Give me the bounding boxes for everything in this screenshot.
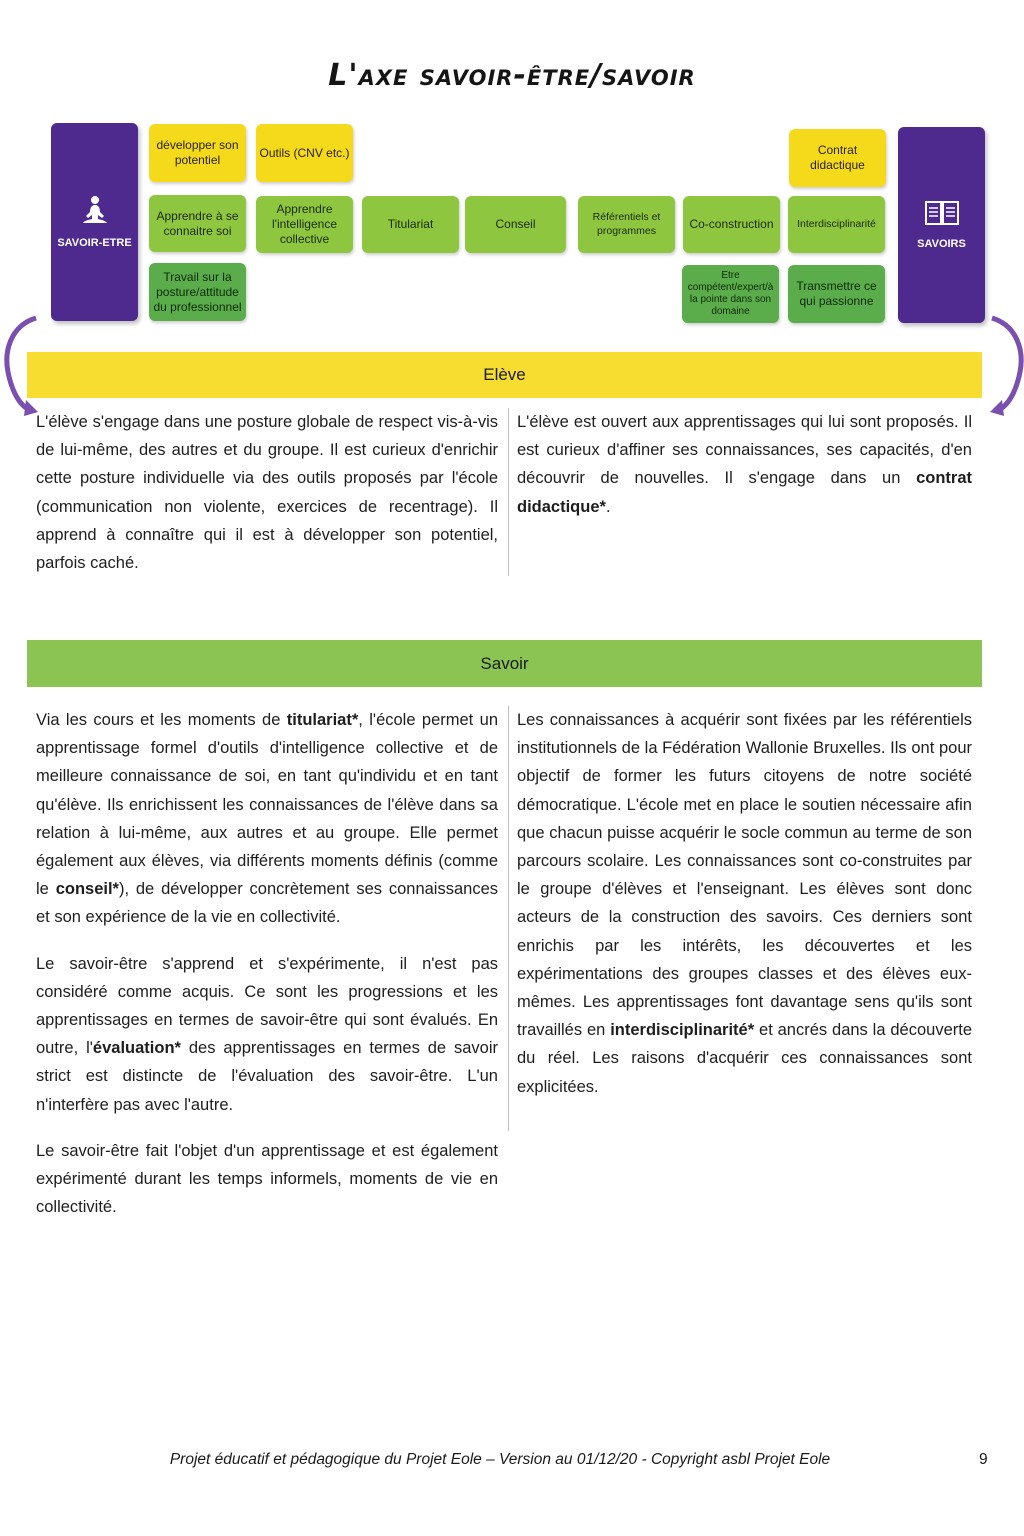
savoir-right-paragraph: Les connaissances à acquérir sont fixées par les référentiels institutionnels de la Fédération Wallonie Bruxelles. Ils ont pour objectif de former les futurs citoyens de notre société démocratique. L'école met en place le soutien nécessaire afin que chacun puisse acquérir le socle commun au terme de son parcours scolaire. Les connaissances sont co-construites par le groupe d'élèves et l'enseignant. Les élèves sont donc acteurs de la construction des savoirs. Ces derniers sont enrichis par les intérêts, les découvertes et les expérimentations des groupes classes et des élèves eux-mêmes. Les apprentissages font davantage sens qu'ils sont travaillés en interdisciplinarité* et ancrés dans la découverte du réel. Les raisons d'acquérir ces connaissances sont explicitées. [517, 711, 972, 1096]
savoir-right-column [517, 706, 972, 1119]
eleve-right-column [517, 408, 972, 539]
evaluation-term: évaluation* [92, 1039, 181, 1058]
savoir-left-column [36, 706, 498, 1239]
eleve-right-paragraph: L'élève est ouvert aux apprentissages qui lui sont proposés. Il est curieux d'affiner ses connaissances, ses capacités, d'en découvrir de nouvelles. Il s'engage dans un contrat didactique*. [517, 413, 972, 516]
savoir-left-paragraph-1: Via les cours et les moments de titulariat*, l'école permet un apprentissage formel d'outils d'intelligence collective et de meilleure connaissance de soi, en tant qu'individu et en tant qu'élève. Ils enrichissent les connaissances de l'élève dans sa relation à lui-même, aux autres et au groupe. Elle permet également aux élèves, via différents moments définis (comme le conseil*), de développer concrètement ses connaissances et son expérience de la vie en collectivité. [36, 711, 498, 927]
conseil-term: conseil* [55, 880, 119, 899]
box-interdisciplinarite: Interdisciplinarité [788, 196, 885, 253]
box-intelligence-collective: Apprendre l'intelligence collective [256, 196, 353, 253]
eleve-divider [508, 408, 509, 576]
savoirs-pillar [898, 127, 985, 323]
interdisciplinarite-term: interdisciplinarité* [610, 1021, 755, 1040]
eleve-banner [27, 352, 982, 398]
box-apprendre-soi: Apprendre à se connaitre soi [149, 195, 246, 252]
savoir-heading: Savoir [480, 653, 529, 673]
box-etre-competent: Etre compétent/expert/à la pointe dans son domaine [682, 265, 779, 323]
box-developper-potentiel: développer son potentiel [149, 124, 246, 182]
box-outils: Outils (CNV etc.) [256, 124, 353, 182]
eleve-heading: Elève [483, 365, 526, 384]
eleve-left-paragraph: L'élève s'engage dans une posture globale de respect vis-à-vis de lui-même, des autres et du groupe. Il est curieux d'enrichir cette posture individuelle via des outils proposés par l'école (communication non violente, exercices de recentrage). Il apprend à connaître qui il est à développer son potentiel, parfois caché. [36, 413, 498, 573]
box-conseil: Conseil [465, 196, 566, 253]
savoirs-label: SAVOIRS [917, 238, 966, 250]
page-number: 9 [979, 1451, 988, 1468]
box-transmettre: Transmettre ce qui passionne [788, 265, 885, 323]
book-icon [924, 200, 960, 228]
page-title: L'axe savoir-être/savoir [328, 58, 696, 93]
box-co-construction: Co-construction [683, 196, 780, 253]
box-travail-posture: Travail sur la posture/attitude du professionnel [149, 263, 246, 321]
eleve-left-column [36, 408, 498, 595]
contrat-didactique-term: contrat didactique* [517, 469, 972, 516]
meditation-icon [80, 195, 110, 227]
savoir-etre-label: SAVOIR-ETRE [57, 237, 132, 249]
savoir-left-paragraph-2: Le savoir-être s'apprend et s'expérimente, il n'est pas considéré comme acquis. Ce sont les progressions et les apprentissages en termes de savoir-être qui sont évalués. En outre, l'évaluation* des apprentissages en termes de savoir strict est distincte de l'évaluation des savoir-être. L'un n'interfère pas avec l'autre. [36, 954, 499, 1114]
footer-text: Projet éducatif et pédagogique du Projet Eole – Version au 01/12/20 - Copyright asbl Projet Eole [169, 1451, 831, 1468]
box-titulariat: Titulariat [362, 196, 459, 253]
right-curved-arrow-icon [988, 312, 1024, 422]
savoir-banner [27, 640, 982, 687]
box-referentiels: Référentiels et programmes [578, 196, 675, 253]
titulariat-term: titulariat* [286, 711, 359, 729]
savoir-etre-pillar [51, 123, 138, 321]
savoir-left-paragraph-3: Le savoir-être fait l'objet d'un apprentissage et est également expérimenté durant les temps informels, moments de vie en collectivité. [36, 1141, 498, 1217]
savoir-divider [508, 706, 509, 1131]
box-contrat-didactique: Contrat didactique [789, 129, 886, 187]
